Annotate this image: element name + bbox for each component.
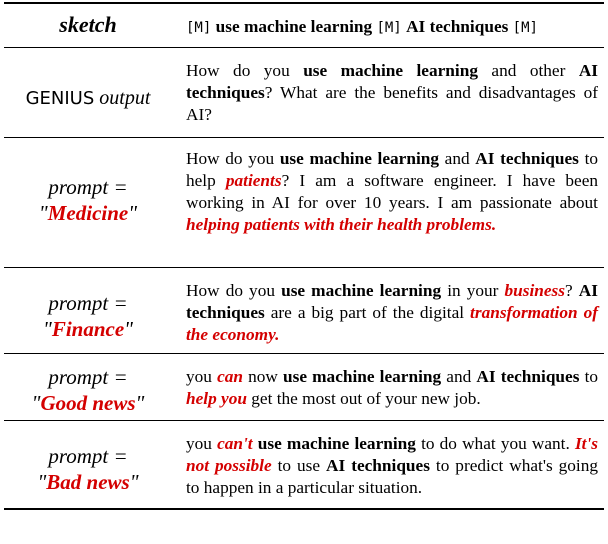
- prompt-output-text: [186, 148, 598, 236]
- generated-text: ? I am a software engineer. I have been working in AI for over 10 years. I am passionate about: [186, 171, 599, 212]
- generated-text: How do you: [186, 281, 282, 300]
- generated-text: and: [441, 367, 477, 386]
- generated-text: to help: [186, 149, 599, 190]
- genius-row: [4, 48, 604, 136]
- generated-text: to do what you want.: [415, 434, 575, 453]
- mask-token-2: [M]: [376, 20, 402, 36]
- seg: How do you: [186, 61, 304, 80]
- prompt-equals: prompt =: [48, 444, 128, 468]
- prompt-output-text: [186, 433, 598, 499]
- prompt-row-good-news: [4, 354, 604, 419]
- prompt-row-medicine: [4, 138, 604, 266]
- generated-text: you: [186, 367, 218, 386]
- generated-text: now: [242, 367, 284, 386]
- prompt-label: [4, 443, 172, 495]
- genius-label: [4, 87, 172, 110]
- seg-bold: use machine learning: [303, 61, 478, 80]
- prompt-related-span: business: [504, 281, 566, 300]
- mask-token-3: [M]: [512, 20, 538, 36]
- generated-text: to predict what's going to happen in a particular situation.: [186, 456, 598, 497]
- sketch-span: use machine learning: [279, 149, 439, 168]
- generated-text: are a big part of the digital: [264, 303, 471, 322]
- seg: ? What are the benefits and disadvantages of AI?: [186, 83, 598, 124]
- generated-text: ?: [565, 281, 579, 300]
- bottom-rule: [4, 508, 604, 510]
- generated-text: and: [439, 149, 476, 168]
- prompt-equals: prompt =: [48, 291, 128, 315]
- prompt-related-span: can't: [217, 434, 253, 453]
- prompt-name-text: Medicine: [47, 201, 129, 225]
- prompt-output-text: [186, 280, 598, 346]
- prompt-output-text: [186, 366, 598, 410]
- top-rule: [4, 2, 604, 4]
- sketch-span: AI techniques: [475, 149, 579, 168]
- sketch-span: AI techniques: [476, 367, 580, 386]
- prompt-equals: prompt =: [48, 365, 128, 389]
- generated-text: to use: [271, 456, 327, 475]
- prompt-name: "Good news": [31, 391, 145, 415]
- generated-text: get the most out of your new job.: [246, 389, 481, 408]
- genius-label-mono: GENIUS: [25, 88, 95, 109]
- prompt-row-bad-news: [4, 421, 604, 507]
- seg-bold: AI techniques: [186, 61, 599, 102]
- prompt-label: [4, 290, 172, 342]
- generated-text: How do you: [186, 149, 280, 168]
- seg: and other: [477, 61, 579, 80]
- generated-text: you: [186, 434, 218, 453]
- mask-token-1: [M]: [186, 20, 212, 36]
- prompt-related-span: patients: [225, 171, 282, 190]
- prompt-name: "Medicine": [38, 201, 138, 225]
- generated-text: in your: [441, 281, 505, 300]
- prompt-name-text: Finance: [51, 317, 125, 341]
- prompt-row-finance: [4, 268, 604, 352]
- sketch-span: use machine learning: [257, 434, 416, 453]
- prompt-related-span: help you: [186, 389, 247, 408]
- prompt-name-text: Good news: [40, 391, 136, 415]
- prompt-name: "Finance": [43, 317, 133, 341]
- sketch-span: use machine learning: [283, 367, 442, 386]
- prompt-label: [4, 174, 172, 226]
- header-row: [4, 8, 604, 46]
- header-span-1: use machine learning: [215, 17, 373, 36]
- prompt-equals: prompt =: [48, 175, 128, 199]
- prompt-name-text: Bad news: [46, 470, 130, 494]
- header-sketch-text: [186, 16, 598, 39]
- prompt-related-span: helping patients with their health problems.: [186, 215, 497, 234]
- sketch-span: AI techniques: [326, 456, 430, 475]
- header-span-2: AI techniques: [406, 17, 509, 36]
- prompt-name: "Bad news": [37, 470, 139, 494]
- prompt-related-span: can: [217, 367, 243, 386]
- prompt-related-span: It's not possible: [186, 434, 599, 475]
- sketch-span: AI techniques: [186, 281, 598, 322]
- prompt-related-span: transformation of the economy.: [186, 303, 598, 344]
- generated-text: to: [579, 367, 599, 386]
- prompt-label: [4, 364, 172, 416]
- genius-label-italic: output: [99, 87, 151, 109]
- header-sketch: sketch: [59, 12, 117, 37]
- genius-output-text: [186, 60, 598, 126]
- sketch-span: use machine learning: [281, 281, 442, 300]
